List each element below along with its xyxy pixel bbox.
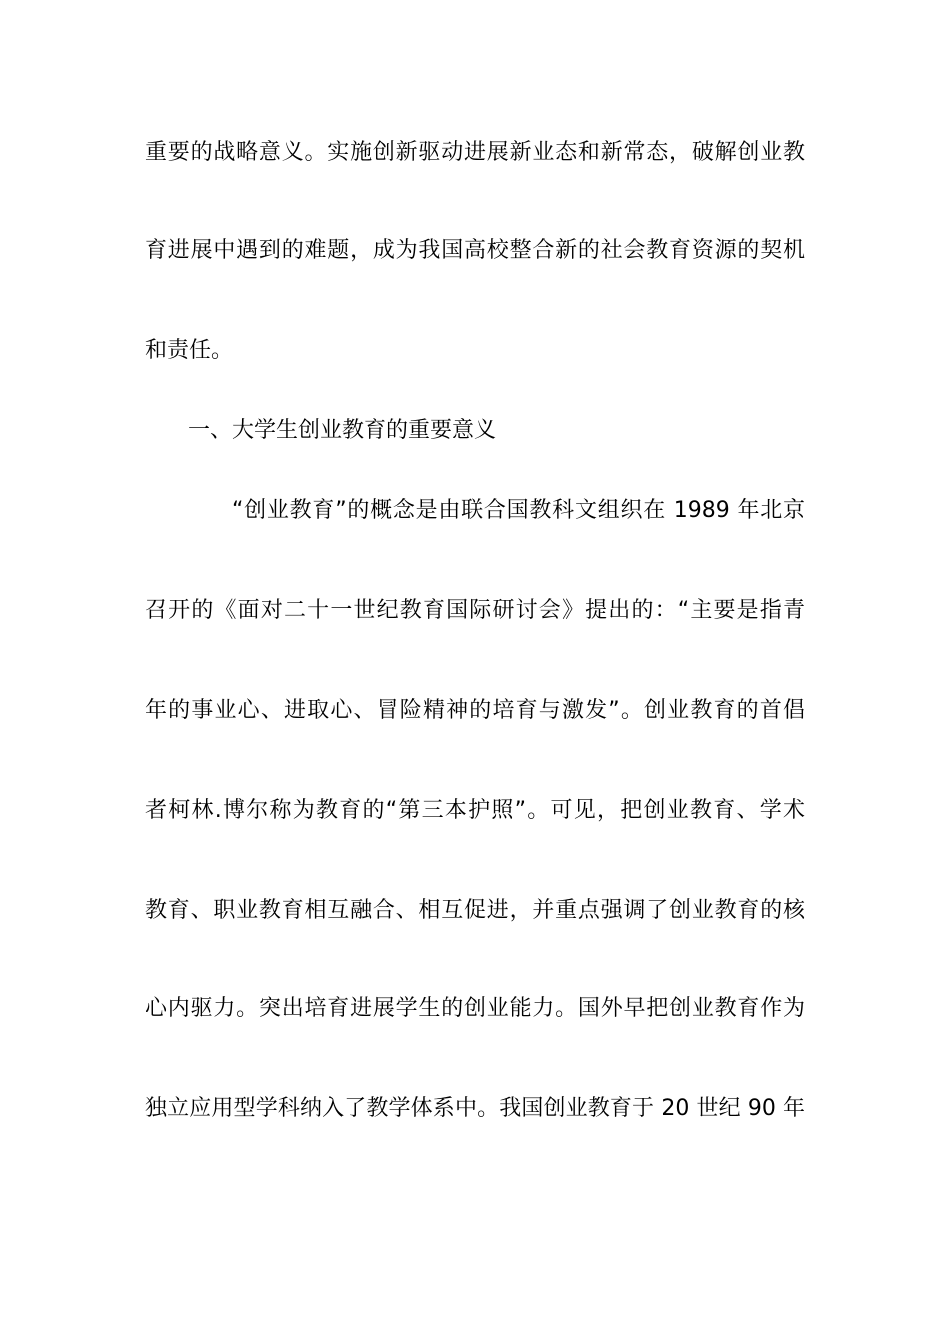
paragraph-line: 和责任。 <box>145 338 234 363</box>
section-heading: 一、大学生创业教育的重要意义 <box>188 418 497 443</box>
paragraph-line: “创业教育”的概念是由联合国教科文组织在 1989 年北京 <box>232 498 805 523</box>
paragraph-line: 年的事业心、进取心、冒险精神的培育与激发”。创业教育的首倡 <box>145 698 805 723</box>
paragraph-line: 育进展中遇到的难题，成为我国高校整合新的社会教育资源的契机 <box>145 238 805 263</box>
paragraph-line: 独立应用型学科纳入了教学体系中。我国创业教育于 20 世纪 90 年 <box>145 1096 805 1121</box>
paragraph-line: 教育、职业教育相互融合、相互促进，并重点强调了创业教育的核 <box>145 898 805 923</box>
paragraph-line: 重要的战略意义。实施创新驱动进展新业态和新常态，破解创业教 <box>145 140 805 165</box>
paragraph-line: 心内驱力。突出培育进展学生的创业能力。国外早把创业教育作为 <box>145 996 805 1021</box>
paragraph-line: 者柯林.博尔称为教育的“第三本护照”。可见，把创业教育、学术 <box>145 798 805 823</box>
paragraph-line: 召开的《面对二十一世纪教育国际研讨会》提出的：“主要是指青 <box>145 598 805 623</box>
